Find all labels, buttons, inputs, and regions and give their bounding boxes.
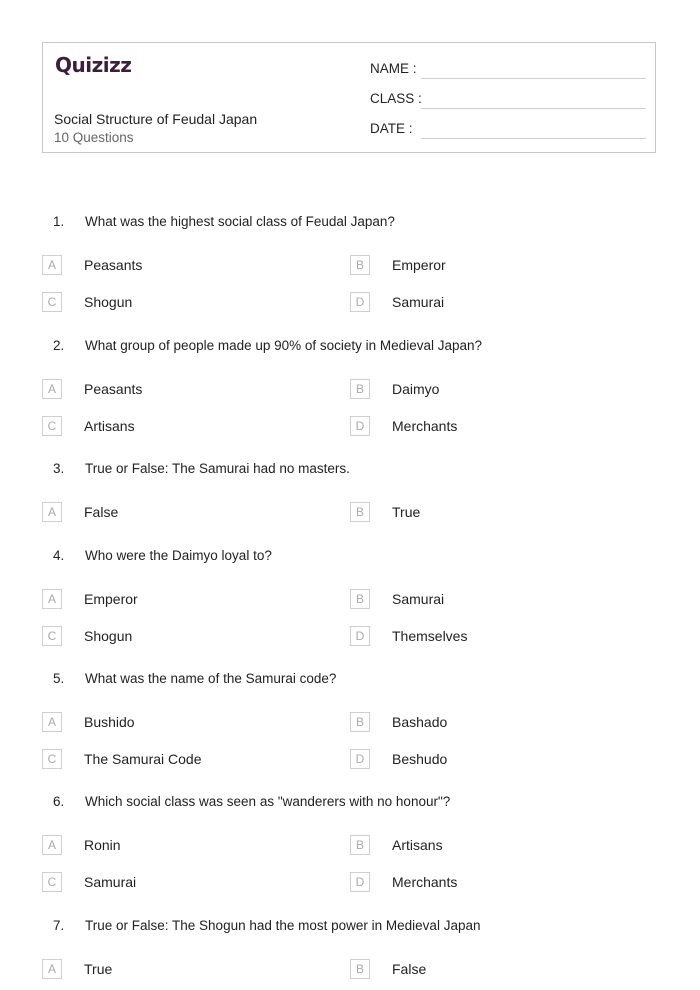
option-text: Merchants [392,874,458,890]
question-number: 1. [53,214,65,229]
option-text: Emperor [392,257,446,273]
question-text: What group of people made up 90% of society in Medieval Japan? [85,338,482,353]
option-letter-box: C [42,749,62,769]
option-text: Artisans [392,837,443,853]
name-label: NAME : [370,61,417,76]
option-text: Ronin [84,837,121,853]
option-text: Samurai [392,591,445,607]
question-number: 6. [53,794,65,809]
option-text: Daimyo [392,381,440,397]
option-text: Bashado [392,714,448,730]
question-text: What was the name of the Samurai code? [85,671,337,686]
option-text: False [84,504,119,520]
option-text: Emperor [84,591,138,607]
name-field-line [421,78,646,79]
question-7 [53,918,480,933]
option-text: Themselves [392,628,468,644]
question-count: 10 Questions [54,130,134,145]
option-letter-box: C [42,292,62,312]
option-letter-box: A [42,255,62,275]
question-text: What was the highest social class of Feudal Japan? [85,214,395,229]
option-letter-box: C [42,626,62,646]
option-text: False [392,961,427,977]
option-letter-box: B [350,835,370,855]
question-text: True or False: The Shogun had the most power in Medieval Japan [85,918,481,933]
question-number: 5. [53,671,65,686]
option-text: Shogun [84,294,133,310]
option-text: Samurai [392,294,445,310]
question-2 [53,338,482,353]
option-text: Artisans [84,418,135,434]
question-number: 7. [53,918,65,933]
option-text: Bushido [84,714,135,730]
option-text: Shogun [84,628,133,644]
worksheet-title: Social Structure of Feudal Japan [54,111,258,127]
option-letter-box: A [42,712,62,732]
option-text: Beshudo [392,751,448,767]
option-letter-box: B [350,502,370,522]
option-text: True [84,961,113,977]
question-4 [53,548,272,563]
option-text: Peasants [84,381,143,397]
question-text: True or False: The Samurai had no masters. [85,461,350,476]
option-letter-box: D [350,416,370,436]
option-letter-box: A [42,379,62,399]
quizizz-logo: Quizizz [55,53,132,77]
option-letter-box: A [42,835,62,855]
question-3 [53,461,350,476]
option-letter-box: B [350,379,370,399]
class-label: CLASS : [370,91,422,106]
question-text: Who were the Daimyo loyal to? [85,548,272,563]
option-letter-box: A [42,589,62,609]
option-letter-box: D [350,626,370,646]
option-text: Merchants [392,418,458,434]
option-letter-box: A [42,959,62,979]
option-letter-box: D [350,872,370,892]
option-text: The Samurai Code [84,751,202,767]
question-1 [53,214,395,229]
option-letter-box: B [350,589,370,609]
option-letter-box: D [350,749,370,769]
option-text: Samurai [84,874,137,890]
question-5 [53,671,336,686]
option-letter-box: C [42,872,62,892]
worksheet-header [42,42,656,153]
option-letter-box: A [42,502,62,522]
option-letter-box: B [350,959,370,979]
option-letter-box: D [350,292,370,312]
question-number: 2. [53,338,65,353]
question-number: 4. [53,548,65,563]
question-text: Which social class was seen as "wanderers with no honour"? [85,794,451,809]
question-number: 3. [53,461,65,476]
option-text: Peasants [84,257,143,273]
class-field-line [421,108,646,109]
option-letter-box: B [350,255,370,275]
option-letter-box: C [42,416,62,436]
date-field-line [421,138,646,139]
date-label: DATE : [370,121,413,136]
question-6 [53,794,450,809]
option-letter-box: B [350,712,370,732]
option-text: True [392,504,421,520]
